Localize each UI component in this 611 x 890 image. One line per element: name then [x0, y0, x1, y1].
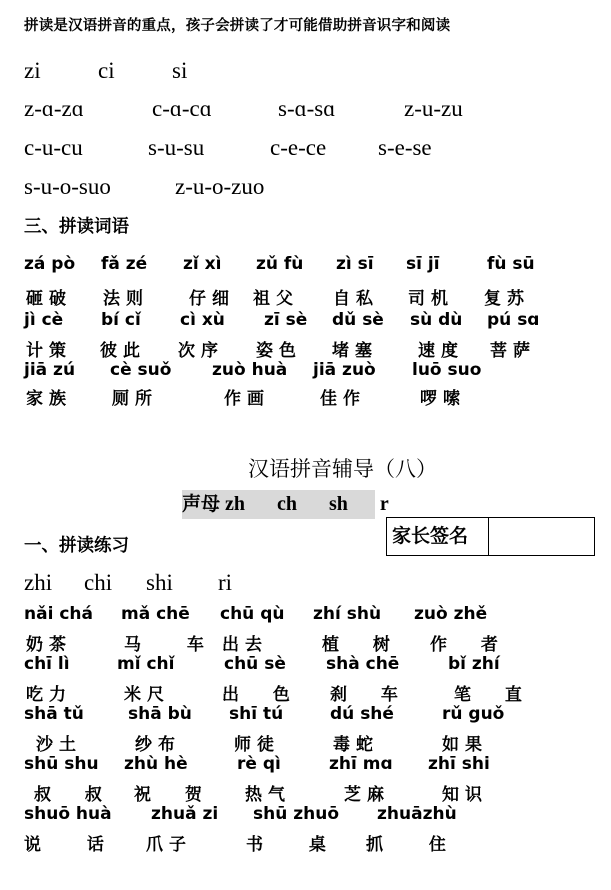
hanzi-word: 毒蛇: [333, 735, 379, 755]
pinyin-word: zhuǎ zi: [151, 804, 219, 824]
pinyin-word: zī sè: [264, 310, 308, 330]
parent-signature-table: [386, 517, 595, 556]
hanzi-word: 厕所: [112, 389, 158, 409]
pinyin-word: zì sī: [336, 254, 374, 274]
pinyin-word: mǎ chē: [121, 604, 190, 624]
hanzi-word: 自私: [333, 289, 379, 309]
hanzi-word: 速度: [418, 341, 464, 361]
spelling-item: s-u-su: [148, 135, 205, 160]
pinyin-word: pú sɑ: [487, 310, 540, 330]
shengmu-banner: [182, 490, 389, 519]
hanzi-word: 姿色: [256, 341, 302, 361]
hanzi-word: 作 者: [430, 635, 512, 655]
hanzi-word: 佳作: [320, 389, 366, 409]
pinyin-word: zuò zhě: [414, 604, 488, 624]
hanzi-word: 祖父: [253, 289, 299, 309]
hanzi-word: 热气: [245, 785, 291, 805]
syllable-si: si: [172, 58, 188, 83]
pinyin-word: zhù hè: [124, 754, 188, 774]
syllable-shi: shi: [146, 570, 173, 595]
pinyin-word: chū sè: [224, 654, 286, 674]
intro-text: 拼读是汉语拼音的重点，孩子会拼读了才可能借助拼音识字和阅读: [24, 17, 451, 34]
hanzi-word: 爪子: [146, 835, 192, 855]
section-heading-3: 三、拼读词语: [24, 217, 129, 237]
parent-signature-label: 家长签名: [387, 518, 489, 555]
hanzi-word: 司机: [408, 289, 454, 309]
pinyin-word: luō suo: [412, 360, 482, 380]
pinyin-word: zǐ xì: [183, 254, 222, 274]
spelling-item: z-u-o-zuo: [175, 174, 265, 199]
shengmu-zh: zh: [225, 493, 246, 515]
pinyin-word: bí cǐ: [101, 310, 141, 330]
pinyin-word: shà chē: [326, 654, 400, 674]
hanzi-word: 马 车: [124, 635, 224, 655]
hanzi-word: 复苏: [484, 289, 530, 309]
hanzi-word: 彼此: [100, 341, 146, 361]
pinyin-word: zhuāzhù: [377, 804, 457, 824]
pinyin-word: rè qì: [237, 754, 281, 774]
pinyin-word: sī jī: [406, 254, 440, 274]
pinyin-word: zá pò: [24, 254, 76, 274]
spelling-item: s-u-o-suo: [24, 174, 111, 199]
spelling-item: s-e-se: [378, 135, 432, 160]
pinyin-word: shū shu: [24, 754, 99, 774]
hanzi-word: 如果: [442, 735, 488, 755]
pinyin-word: fù sū: [487, 254, 535, 274]
spelling-item: z-ɑ-zɑ: [24, 96, 84, 121]
pinyin-word: shā tǔ: [24, 704, 84, 724]
pinyin-word: zhī shi: [428, 754, 490, 774]
section-heading-1: 一、拼读练习: [24, 536, 129, 556]
hanzi-word: 祝 贺: [134, 785, 216, 805]
syllable-zhi: zhi: [24, 570, 53, 595]
hanzi-word: 师徒: [234, 735, 280, 755]
syllable-chi: chi: [84, 570, 113, 595]
pinyin-word: chū qù: [220, 604, 285, 624]
hanzi-word: 奶茶: [26, 635, 72, 655]
pinyin-word: cì xù: [180, 310, 225, 330]
hanzi-word: 仔细: [189, 289, 235, 309]
hanzi-word: 说 话: [24, 835, 124, 855]
shengmu-label: 声母: [182, 493, 221, 515]
pinyin-word: dǔ sè: [332, 310, 384, 330]
hanzi-word: 抓 住: [366, 835, 466, 855]
lesson-title: 汉语拼音辅导（八）: [248, 457, 437, 481]
pinyin-word: dú shé: [330, 704, 394, 724]
pinyin-word: zǔ fù: [256, 254, 304, 274]
hanzi-word: 啰嗦: [420, 389, 466, 409]
hanzi-word: 法则: [103, 289, 149, 309]
pinyin-word: shū zhuō: [253, 804, 340, 824]
pinyin-word: cè suǒ: [110, 360, 172, 380]
pinyin-word: fǎ zé: [101, 254, 148, 274]
hanzi-word: 出去: [222, 635, 268, 655]
syllable-zi: zi: [24, 58, 41, 83]
pinyin-word: shuō huà: [24, 804, 112, 824]
pinyin-word: mǐ chǐ: [117, 654, 175, 674]
pinyin-word: zhí shù: [313, 604, 382, 624]
shengmu-r: r: [379, 493, 389, 515]
spelling-item: c-ɑ-cɑ: [152, 96, 212, 121]
spelling-item: z-u-zu: [404, 96, 463, 121]
hanzi-word: 芝麻: [344, 785, 390, 805]
pinyin-word: shā bù: [128, 704, 192, 724]
syllable-ri: ri: [218, 570, 233, 595]
pinyin-word: jì cè: [24, 310, 64, 330]
hanzi-word: 刹 车: [330, 685, 412, 705]
pinyin-word: zuò huà: [212, 360, 288, 380]
pinyin-word: rǔ guǒ: [442, 704, 505, 724]
hanzi-word: 植 树: [322, 635, 404, 655]
hanzi-word: 菩萨: [490, 341, 536, 361]
hanzi-word: 米尺: [124, 685, 170, 705]
hanzi-word: 书 桌: [246, 835, 346, 855]
pinyin-word: jiā zuò: [313, 360, 376, 380]
hanzi-word: 知识: [442, 785, 488, 805]
shengmu-sh: sh: [329, 493, 348, 515]
hanzi-word: 家族: [26, 389, 72, 409]
hanzi-word: 作画: [224, 389, 270, 409]
pinyin-word: nǎi chá: [24, 604, 93, 624]
pinyin-word: zhī mɑ: [329, 754, 393, 774]
syllable-ci: ci: [98, 58, 115, 83]
hanzi-word: 砸破: [26, 289, 72, 309]
shengmu-ch: ch: [277, 493, 298, 515]
spelling-item: s-ɑ-sɑ: [278, 96, 336, 121]
hanzi-word: 沙土: [36, 735, 82, 755]
spelling-item: c-u-cu: [24, 135, 83, 160]
pinyin-word: bǐ zhí: [448, 654, 500, 674]
hanzi-word: 叔 叔: [34, 785, 116, 805]
hanzi-word: 纱布: [135, 735, 181, 755]
parent-signature-field[interactable]: [489, 518, 594, 555]
hanzi-word: 堵塞: [332, 341, 378, 361]
hanzi-word: 计策: [26, 341, 72, 361]
hanzi-word: 出 色: [222, 685, 304, 705]
pinyin-word: sù dù: [410, 310, 463, 330]
pinyin-word: shī tú: [229, 704, 284, 724]
pinyin-word: chī lì: [24, 654, 70, 674]
spelling-item: c-e-ce: [270, 135, 327, 160]
hanzi-word: 笔 直: [454, 685, 536, 705]
hanzi-word: 吃力: [26, 685, 72, 705]
hanzi-word: 次序: [178, 341, 224, 361]
pinyin-word: jiā zú: [24, 360, 76, 380]
